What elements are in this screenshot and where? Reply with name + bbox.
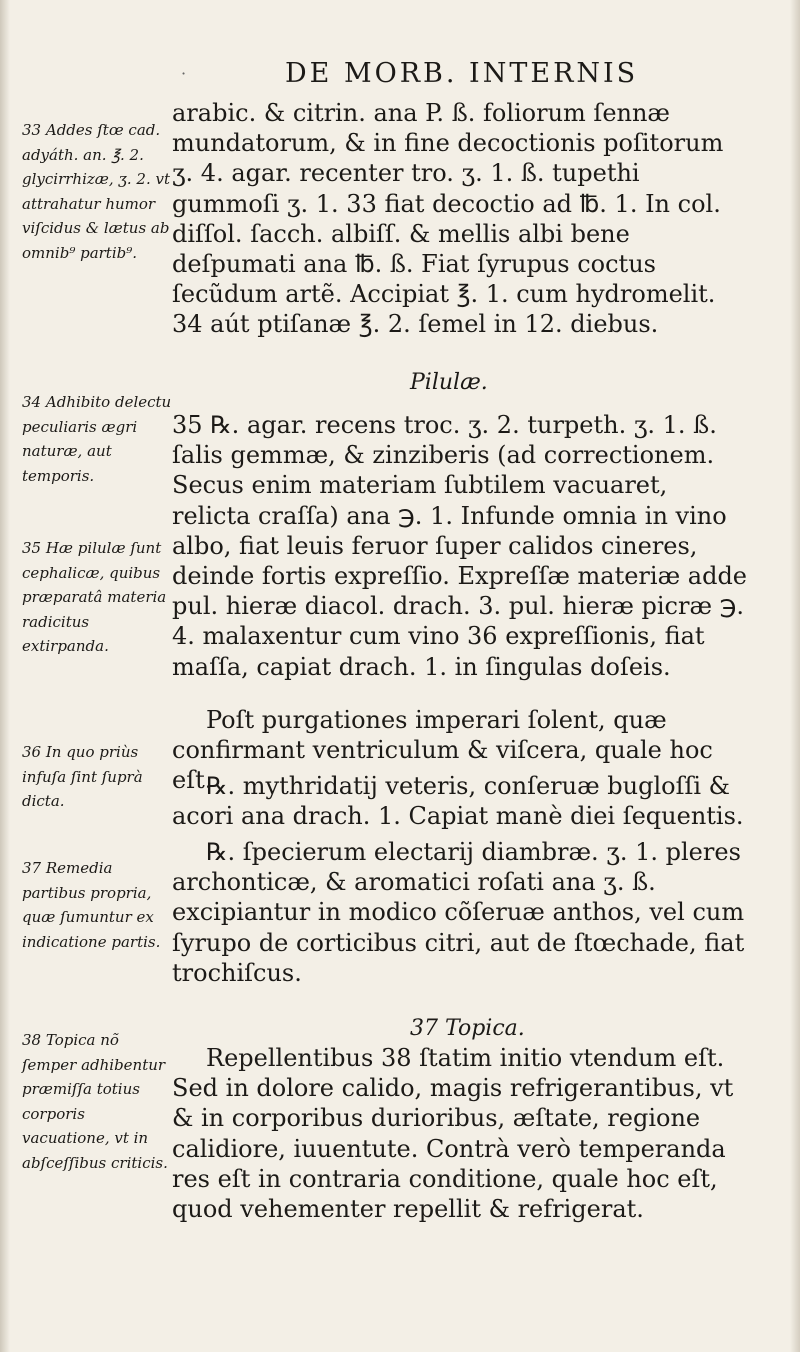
margin-note-37: 37 Remedia partibus propria, quæ ſumuntur ex indicatione partis. (22, 859, 161, 951)
paragraph-trochiscus-recipe: ℞. ſpecierum electarij diambræ. ʒ. 1. pleres archonticæ, & aromatici roſati ana ʒ. ß. excipiantur in modico cõſeruæ anthos, vel cum ſyrupo de corticibus citri, aut de ſtœchade, fiat trochiſcus. (172, 838, 745, 987)
page-right-edge (790, 0, 800, 1352)
margin-notes-column (22, 118, 172, 1258)
margin-note-33: 33 Addes ſtœ cad. adyáth. an. ℥. 2. glycirrhizæ, ʒ. 2. vt attrahatur humor viſcidus & lætus ab omnib⁹ partib⁹. (22, 121, 170, 262)
margin-note-36: 36 In quo priùs infuſa ſint ſuprà dicta. (22, 743, 143, 810)
ornament-mark: · (181, 64, 187, 83)
paragraph-pilulae-recipe: 35 ℞. agar. recens troc. ʒ. 2. turpeth. ʒ. 1. ß. ſalis gemmæ, & zinziberis (ad correctionem. Secus enim materiam ſubtilem vacuaret, relicta craſſa) ana ℈. 1. Infunde omnia in vino albo, fiat leuis feruor ſuper calidos cineres, deinde fortis expreſſio. Expreſſæ materiæ adde pul. hieræ diacol. drach. 3. pul. hieræ picræ ℈. 4. malaxentur cum vino 36 expreſſionis, fiat maſſa, capiat drach. 1. in ſingulas doſeis. (172, 411, 748, 681)
paragraph-mithridate-recipe: ℞. mythridatij veteris, conſeruæ bugloſſi & acori ana drach. 1. Capiat manè diei ſequentis. (172, 772, 744, 831)
heading-pilulae: Pilulæ. (410, 370, 488, 395)
margin-note-38: 38 Topica nõ ſemper adhibentur præmiſſa totius corporis vacuatione, vt in abſceſſibus criticis. (22, 1031, 168, 1172)
paragraph-post-purgation: Poſt purgationes imperari ſolent, quæ confirmant ventriculum & viſcera, quale hoc eſt. (172, 706, 713, 795)
margin-note-35: 35 Hæ pilulæ ſunt cephalicæ, quibus præparatâ materia radicitus extirpanda. (22, 539, 167, 655)
running-head: DE MORB. INTERNIS (285, 58, 639, 89)
page-left-edge (0, 0, 10, 1352)
paragraph-repellentibus: Repellentibus 38 ſtatim initio vtendum eſt. Sed in dolore calido, magis refrigerantibus, vt & in corporibus durioribus, æſtate, regione calidiore, iuuentute. Contrà verò temperanda res eſt in contraria conditione, quale hoc eſt, quod vehementer repellit & refrigerat. (172, 1044, 734, 1224)
heading-topica: 37 Topica. (410, 1016, 525, 1041)
margin-note-34: 34 Adhibito delectu peculiaris ægri naturæ, aut temporis. (22, 393, 172, 485)
paragraph-syrup: arabic. & citrin. ana P. ß. foliorum ſennæ mundatorum, & in fine decoctionis poſitorum ʒ. 4. agar. recenter tro. ʒ. 1. ß. tupethi gummoſi ʒ. 1. 33 fiat decoctio ad ℔. 1. In col. diſſol. ſacch. albiſſ. & mellis albi bene deſpumati ana ℔. ß. Fiat ſyrupus coctus ſecũdum artẽ. Accipiat ℥. 1. cum hydromelit. 34 aút ptiſanæ ℥. 2. ſemel in 12. diebus. (172, 99, 724, 339)
